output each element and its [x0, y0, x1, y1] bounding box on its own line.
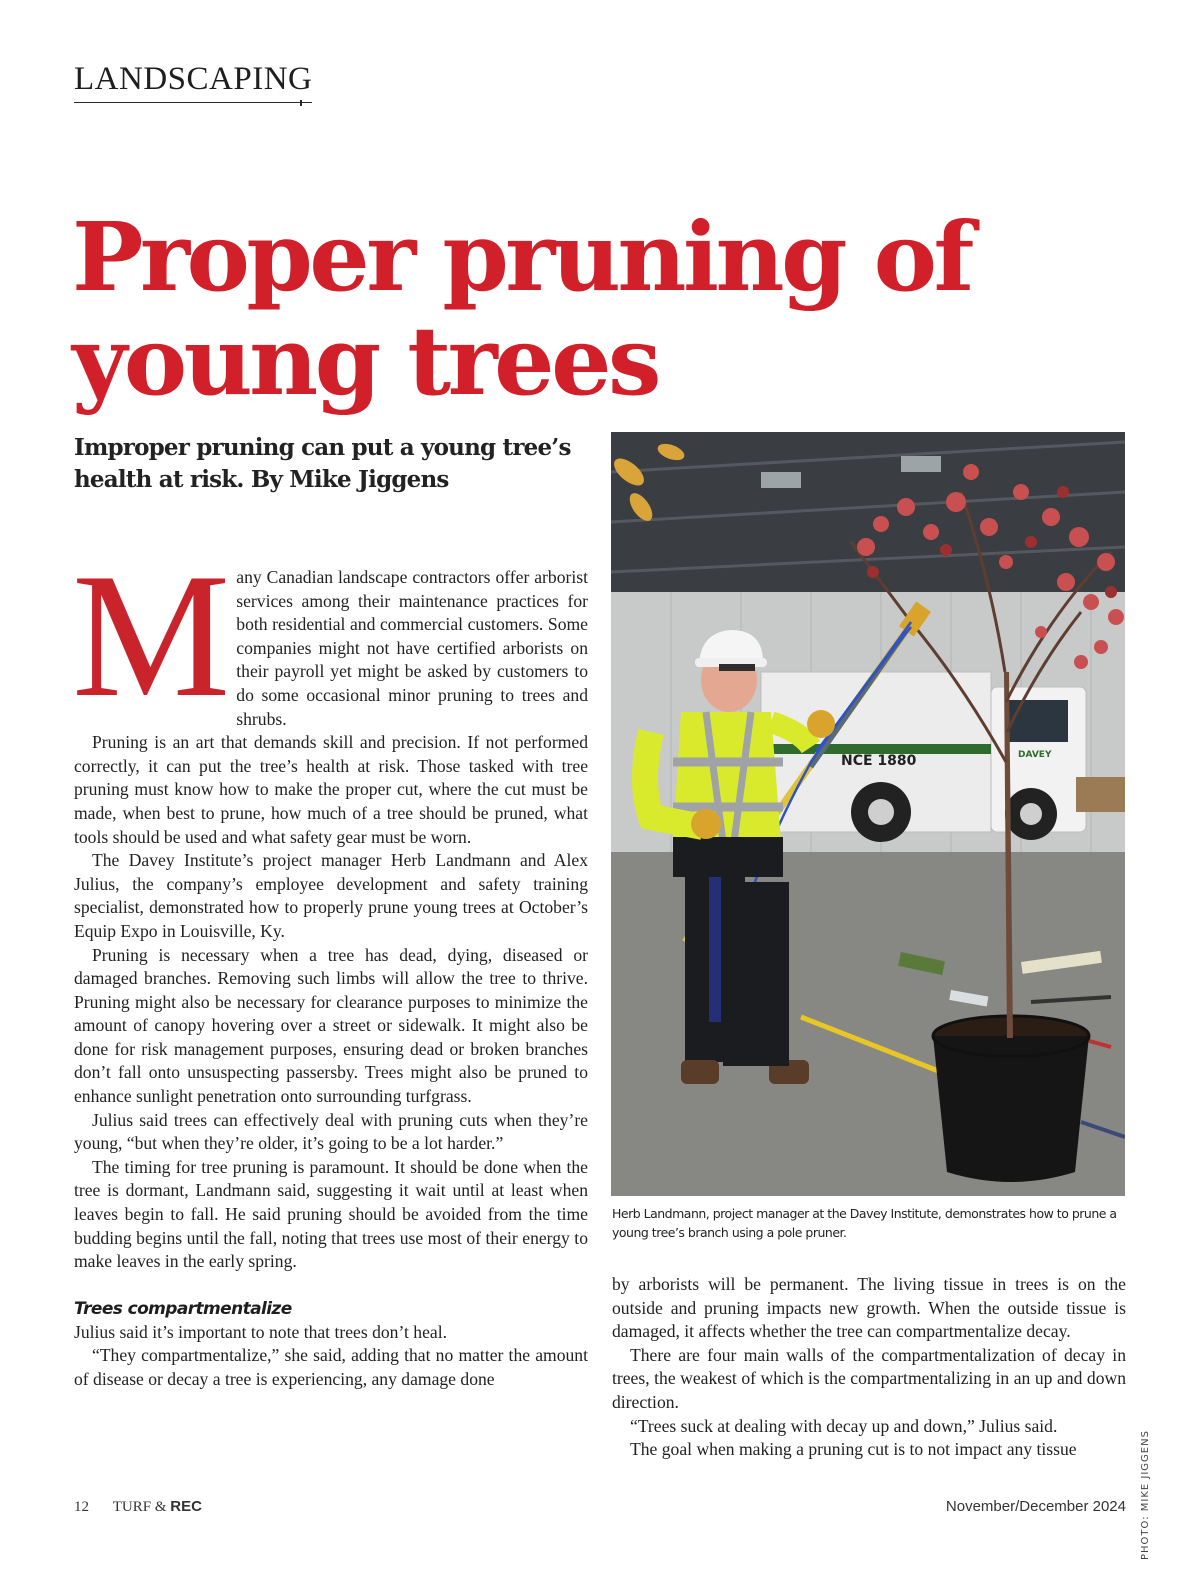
truck-brand: DAVEY	[1018, 750, 1052, 760]
deck-text: Improper pruning can put a young tree’s health at risk.	[74, 434, 571, 493]
byline: By Mike Jiggens	[250, 466, 449, 493]
body-paragraph: “Trees suck at dealing with decay up and down,” Julius said.	[630, 1415, 1058, 1436]
publication-name-bold: REC	[170, 1498, 202, 1515]
publication-name-plain: TURF &	[112, 1499, 171, 1515]
body-paragraph: Julius said it’s important to note that trees don’t heal.	[74, 1321, 447, 1342]
body-paragraph: The timing for tree pruning is paramount. It should be done when the tree is dormant, Landmann said, suggesting it wait until at least when leaves begin to fall. He said pruning should be avoided from the time budding begins until the fall, noting that trees use most of their energy to make leaves in the early spring.	[74, 1156, 588, 1272]
body-paragraph: by arborists will be permanent. The living tissue in trees is on the outside and pruning impacts new growth. When the outside tissue is damaged, it affects whether the tree can compartmentalize decay.	[612, 1274, 1126, 1342]
subhead: Trees compartmentalize	[74, 1298, 292, 1319]
photo-caption: Herb Landmann, project manager at the Davey Institute, demonstrates how to prune a young tree’s branch using a pole pruner.	[612, 1206, 1117, 1240]
dropcap: M	[72, 536, 231, 734]
body-paragraph: Julius said trees can effectively deal with pruning cuts when they’re young, “but when they’re older, it’s going to be a lot harder.”	[74, 1109, 588, 1154]
truck-lettering: NCE 1880	[841, 753, 917, 769]
body-paragraph: Pruning is an art that demands skill and precision. If not performed correctly, it can put the tree’s health at risk. Those tasked with tree pruning must know how to make the proper cut, where the cut must be made, when best to prune, how much of a tree should be pruned, what tools should be used and what safety gear must be worn.	[74, 732, 588, 847]
footer-left	[74, 1498, 202, 1516]
section-tag: LANDSCAPING	[74, 60, 312, 103]
photo-credit: PHOTO: MIKE JIGGENS	[1140, 1430, 1151, 1560]
body-paragraph: The Davey Institute’s project manager Herb Landmann and Alex Julius, the company’s employee development and safety training specialist, demonstrated how to properly prune young trees at October’s Equip Expo in Louisville, Ky.	[74, 850, 588, 941]
body-paragraph: There are four main walls of the compartmentalization of decay in trees, the weakest of which is the compartmentalizing in an up and down direction.	[612, 1344, 1126, 1412]
article-photo	[611, 432, 1125, 1196]
body-column-right	[612, 1273, 1126, 1462]
body-paragraph	[72, 536, 588, 734]
section-tag-tick	[300, 100, 302, 106]
headline: Proper pruning of young trees	[72, 202, 971, 417]
issue-date: November/December 2024	[945, 1498, 1126, 1515]
deck	[74, 432, 604, 496]
paragraph-text: any Canadian landscape contractors offer arborist services among their maintenance practices for both residential and commercial customers. Some companies might not have certified arborists on their payroll yet might be asked by customers to do some occasional minor pruning to trees and shrubs.	[236, 567, 588, 729]
publication-name	[113, 1499, 202, 1515]
body-paragraph: The goal when making a pruning cut is to not impact any tissue	[630, 1439, 1077, 1460]
body-paragraph: Pruning is necessary when a tree has dead, dying, diseased or damaged branches. Removing such limbs will allow the tree to thrive. Pruning might also be necessary for clearance purposes to minimize the amount of canopy hovering over a street or sidewalk. It might also be done for risk management purposes, ensuring dead or broken branches don’t fall onto unsuspecting passersby. Trees might also be pruned to enhance sunlight penetration onto surrounding turfgrass.	[74, 944, 588, 1107]
body-column-left	[72, 536, 588, 1392]
page-number: 12	[74, 1499, 89, 1515]
body-paragraph: “They compartmentalize,” she said, adding that no matter the amount of disease or decay a tree is experiencing, any damage done	[74, 1345, 588, 1389]
